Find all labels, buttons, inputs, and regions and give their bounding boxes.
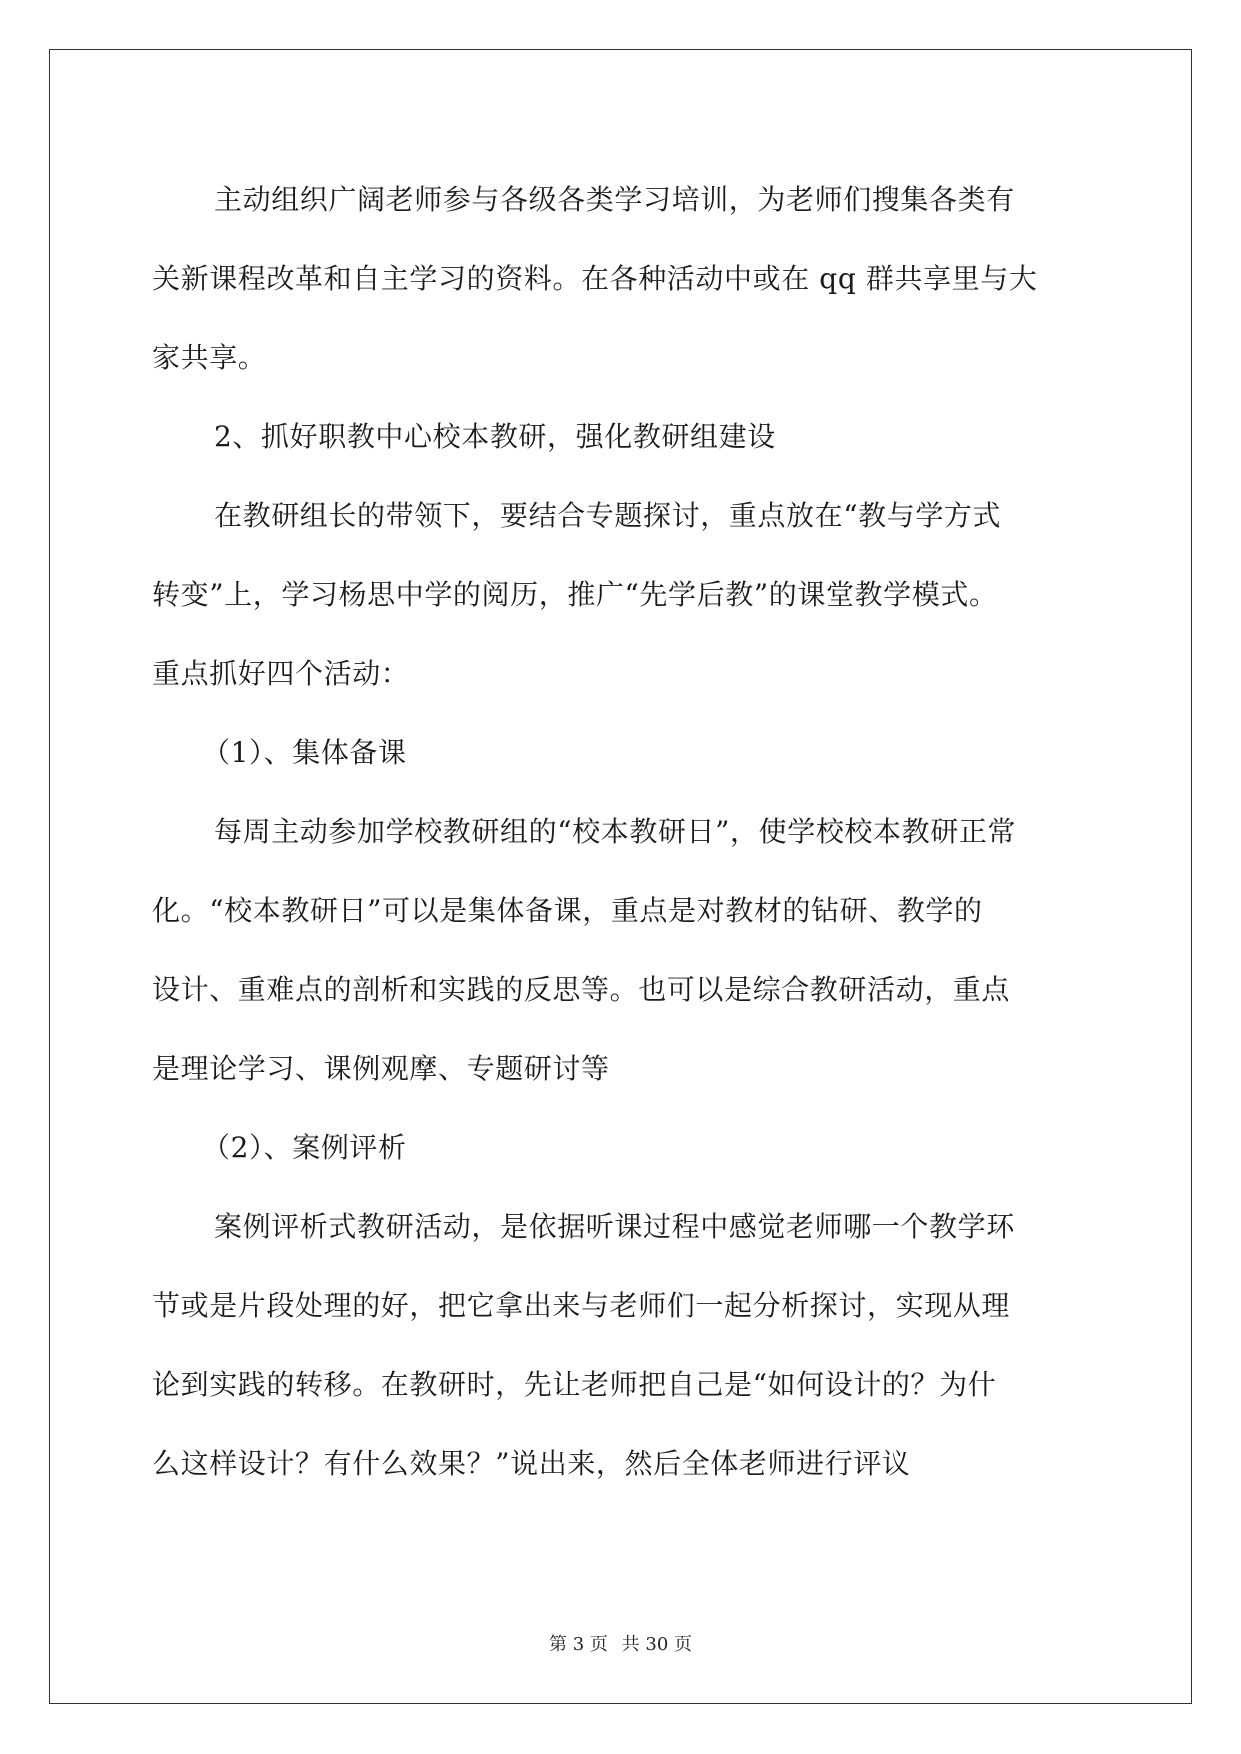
paragraph-line: 关新课程改革和自主学习的资料。在各种活动中或在 qq 群共享里与大 [152,262,1038,295]
paragraph-line: 主动组织广阔老师参与各级各类学习培训，为老师们搜集各类有 [214,183,1015,216]
paragraph-line: 每周主动参加学校教研组的“校本教研日”，使学校校本教研正常 [214,815,1017,848]
paragraph-line: 在教研组长的带领下，要结合专题探讨，重点放在“教与学方式 [214,499,1002,532]
paragraph-line: 化。“校本教研日”可以是集体备课，重点是对教材的钻研、教学的 [152,894,983,927]
paragraph-line: 是理论学习、课例观摩、专题研讨等 [152,1052,610,1085]
paragraph-line: 么这样设计？有什么效果？”说出来，然后全体老师进行评议 [152,1447,911,1480]
paragraph-line: 节或是片段处理的好，把它拿出来与老师们一起分析探讨，实现从理 [152,1289,1011,1322]
paragraph-line: 论到实践的转移。在教研时，先让老师把自己是“如何设计的？为什 [152,1368,997,1401]
subsection-heading: （2）、案例评析 [202,1131,407,1164]
page-number: 第 3 页 [549,1634,608,1655]
paragraph-line: 转变”上，学习杨思中学的阅历，推广“先学后教”的课堂教学模式。 [152,578,998,611]
subsection-heading: （1）、集体备课 [202,736,407,769]
document-body [152,160,1097,1503]
paragraph-line: 重点抓好四个活动： [152,657,410,690]
paragraph-line: 案例评析式教研活动，是依据听课过程中感觉老师哪一个教学环 [214,1210,1015,1243]
section-heading: 2、抓好职教中心校本教研，强化教研组建设 [214,420,776,453]
page-total: 共 30 页 [621,1634,692,1655]
paragraph-line: 家共享。 [152,341,267,374]
paragraph-line: 设计、重难点的剖析和实践的反思等。也可以是综合教研活动，重点 [152,973,1011,1006]
page-footer [0,1630,1241,1656]
